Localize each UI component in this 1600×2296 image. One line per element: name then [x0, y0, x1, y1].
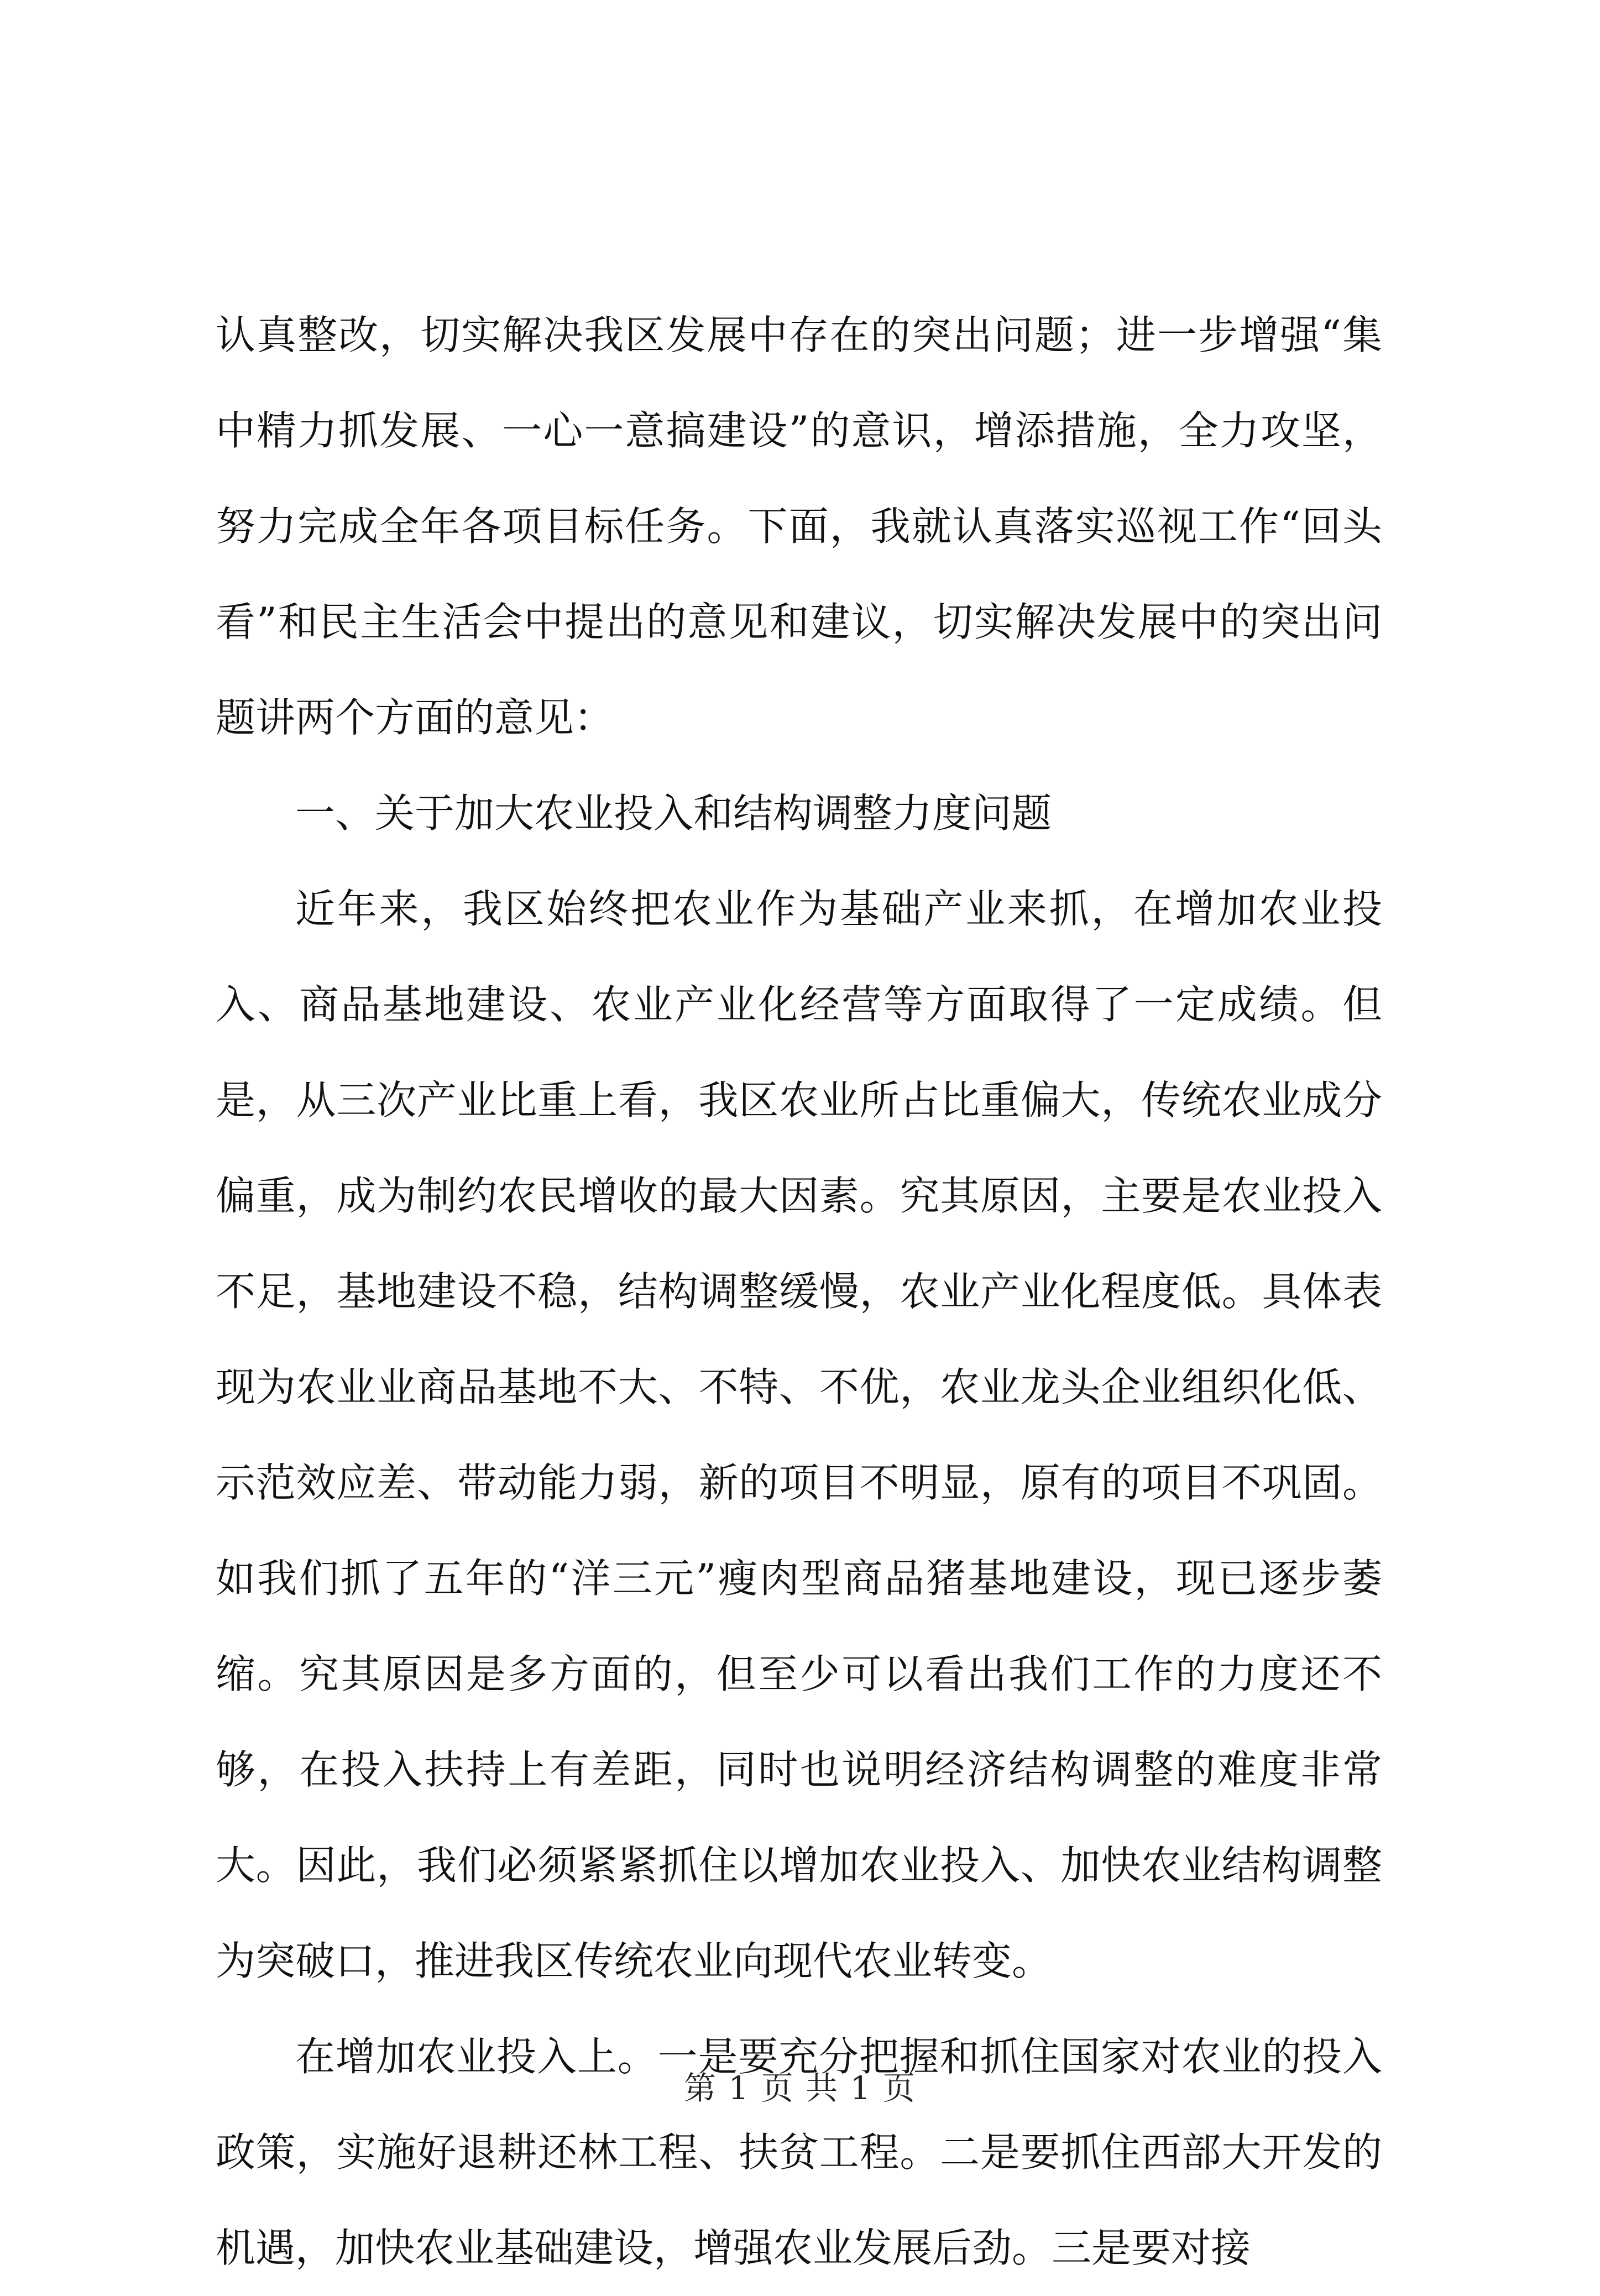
page-footer: 第 1 页 共 1 页: [684, 2069, 916, 2107]
document-body: [216, 287, 1382, 2296]
paragraph-intro: 认真整改，切实解决我区发展中存在的突出问题；进一步增强“集中精力抓发展、一心一意搞建设”的意识，增添措施，全力攻坚，努力完成全年各项目标任务。下面，我就认真落实巡视工作“回头看”和民主生活会中提出的意见和建议，切实解决发展中的突出问题讲两个方面的意见：: [216, 312, 1382, 741]
paragraph-agriculture-investment: 在增加农业投入上。一是要充分把握和抓住国家对农业的投入政策，实施好退耕还林工程、扶贫工程。二是要抓住西部大开发的机遇，加快农业基础建设，增强农业发展后劲。三是要对接: [216, 2033, 1382, 2271]
section-heading-1: 一、关于加大农业投入和结构调整力度问题: [295, 790, 1052, 836]
paragraph-agriculture-overview: 近年来，我区始终把农业作为基础产业来抓，在增加农业投入、商品基地建设、农业产业化经营等方面取得了一定成绩。但是，从三次产业比重上看，我区农业所占比重偏大，传统农业成分偏重，成为制约农民增收的最大因素。究其原因，主要是农业投入不足，基地建设不稳，结构调整缓慢，农业产业化程度低。具体表现为农业业商品基地不大、不特、不优，农业龙头企业组织化低、示范效应差、带动能力弱，新的项目不明显，原有的项目不巩固。如我们抓了五年的“洋三元”瘦肉型商品猪基地建设，现已逐步萎缩。究其原因是多方面的，但至少可以看出我们工作的力度还不够，在投入扶持上有差距，同时也说明经济结构调整的难度非常大。因此，我们必须紧紧抓住以增加农业投入、加快农业结构调整为突破口，推进我区传统农业向现代农业转变。: [216, 886, 1382, 1984]
